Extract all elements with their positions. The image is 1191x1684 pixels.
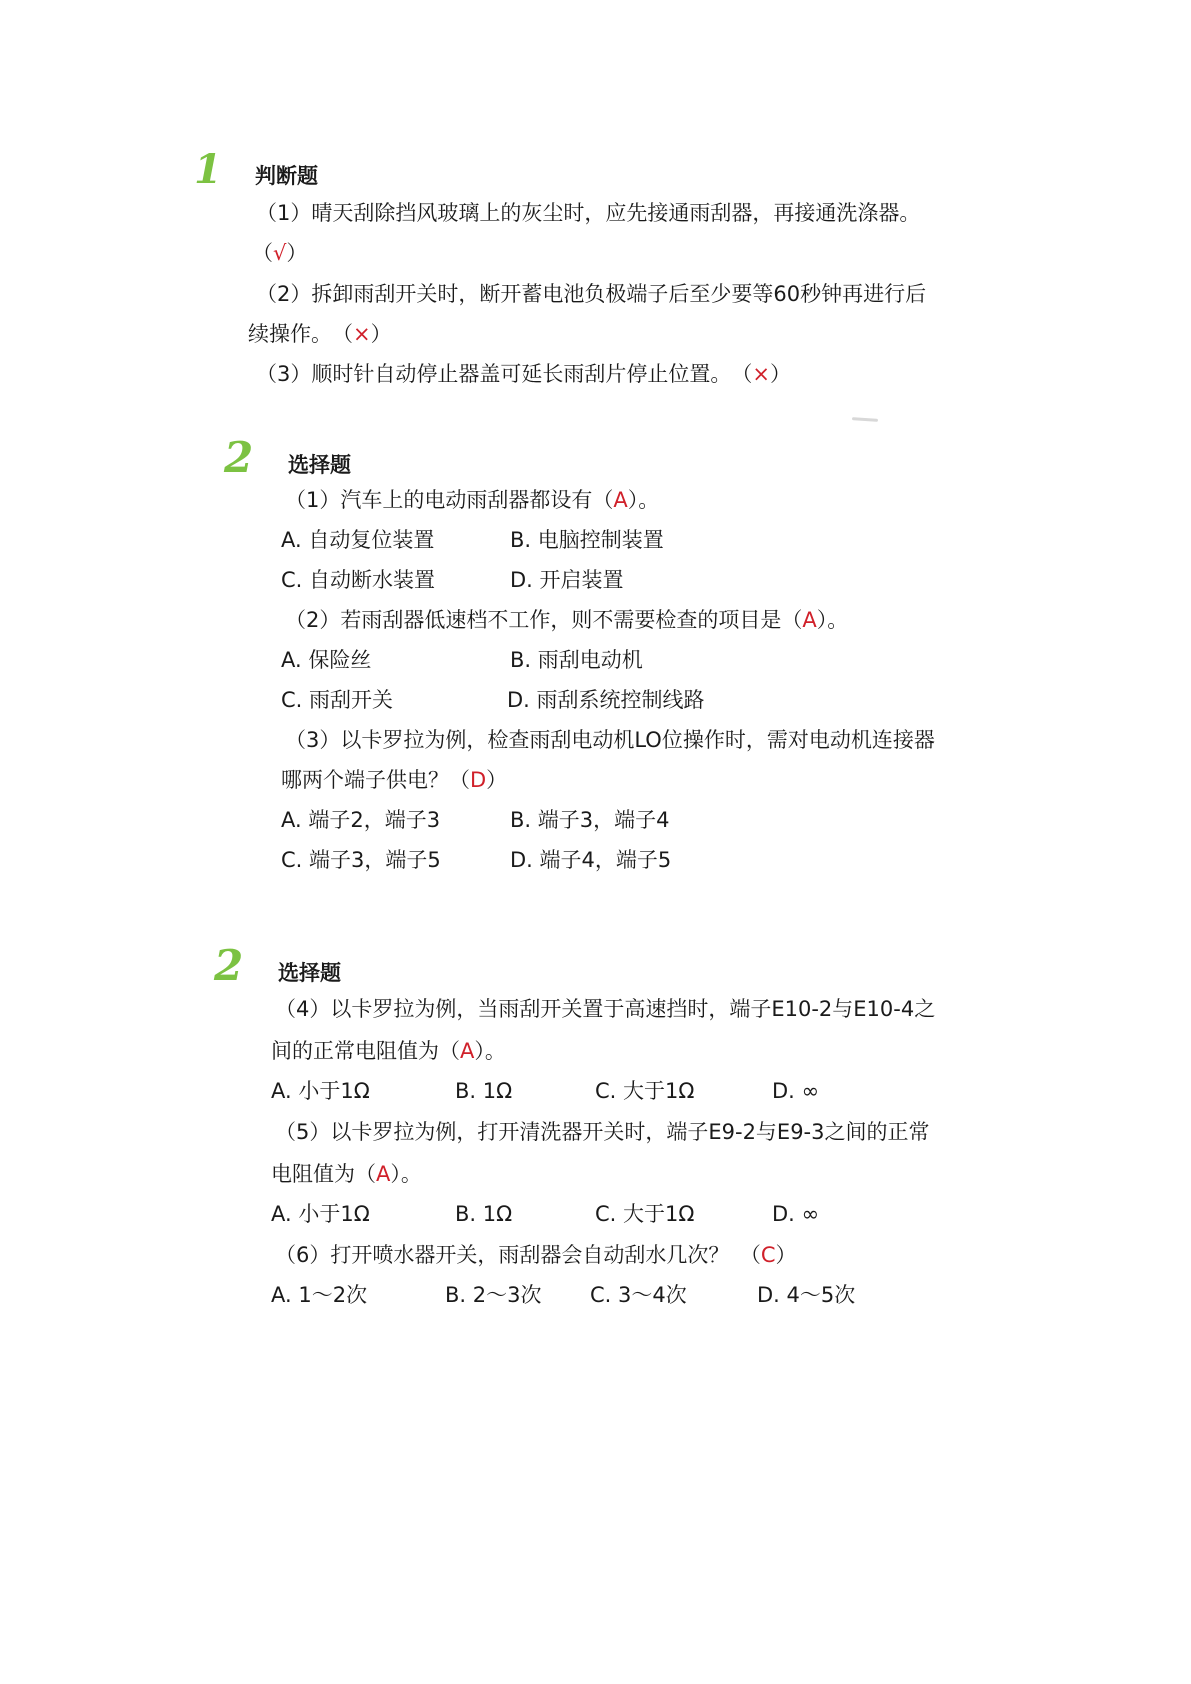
section-number: 1	[194, 146, 222, 193]
question-text: 续操作。 （	[248, 322, 353, 346]
question-1-1-answer	[252, 243, 307, 264]
paren: ）	[769, 362, 791, 386]
question-text: （2）若雨刮器低速档不工作，则不需要检查的项目是（	[285, 608, 803, 632]
section-title: 选择题	[278, 961, 341, 985]
paren: ）。	[390, 1162, 422, 1186]
answer: ×	[353, 322, 371, 346]
question-text: （6）打开喷水器开关，雨刮器会自动刮水几次？ （	[275, 1243, 761, 1267]
option: B. 2～3次	[445, 1283, 542, 1307]
option: C. 大于1Ω	[595, 1079, 695, 1103]
question-text: （2）拆卸雨刮开关时，断开蓄电池负极端子后至少要等60秒钟再进行后	[256, 282, 927, 306]
question-3-6	[275, 1245, 797, 1266]
option: C. 雨刮开关	[281, 688, 394, 712]
option: A. 保险丝	[281, 648, 372, 672]
option: C. 自动断水装置	[281, 568, 436, 592]
answer: √	[273, 241, 287, 265]
question-text: 哪两个端子供电？（	[281, 768, 470, 792]
question-text: 电阻值为（	[271, 1162, 376, 1186]
answer: A	[613, 488, 628, 512]
question-text: （5）以卡罗拉为例，打开清洗器开关时，端子E9-2与E9-3之间的正常	[275, 1120, 930, 1144]
option: D. 端子4，端子5	[510, 848, 672, 872]
option: C. 端子3，端子5	[281, 848, 441, 872]
option: D. ∞	[772, 1079, 820, 1103]
section-title: 判断题	[255, 164, 318, 188]
question-2-2	[285, 610, 848, 631]
question-text: （4）以卡罗拉为例，当雨刮开关置于高速挡时，端子E10-2与E10-4之	[275, 997, 936, 1021]
option: B. 端子3，端子4	[510, 808, 670, 832]
question-text: 间的正常电阻值为（	[271, 1039, 460, 1063]
option: A. 小于1Ω	[271, 1079, 370, 1103]
option: D. 雨刮系统控制线路	[507, 688, 705, 712]
section-number: 2	[214, 941, 244, 990]
option: A. 小于1Ω	[271, 1202, 370, 1226]
question-3-4-cont	[271, 1041, 506, 1062]
question-3-5	[275, 1122, 930, 1143]
option: C. 大于1Ω	[595, 1202, 695, 1226]
option: A. 1～2次	[271, 1283, 368, 1307]
answer: A	[460, 1039, 475, 1063]
question-3-5-cont	[271, 1164, 422, 1185]
option: B. 电脑控制装置	[510, 528, 664, 552]
option: C. 3～4次	[590, 1283, 687, 1307]
answer: ×	[752, 362, 770, 386]
question-3-4	[275, 999, 935, 1020]
question-1-2-cont	[248, 324, 392, 345]
option: D. 开启装置	[510, 568, 624, 592]
option: A. 端子2，端子3	[281, 808, 441, 832]
option: B. 1Ω	[455, 1202, 513, 1226]
question-1-2	[256, 284, 926, 305]
question-2-1	[285, 490, 659, 511]
section-number: 2	[224, 433, 254, 482]
section-title: 选择题	[288, 453, 351, 477]
answer: D	[470, 768, 487, 792]
answer: A	[802, 608, 817, 632]
answer: C	[760, 1243, 776, 1267]
question-2-3-cont	[281, 770, 507, 791]
question-1-1	[256, 203, 920, 224]
question-text: （1）汽车上的电动雨刮器都设有（	[285, 488, 614, 512]
option: B. 1Ω	[455, 1079, 513, 1103]
question-text: （3）以卡罗拉为例，检查雨刮电动机LO位操作时，需对电动机连接器	[285, 728, 935, 752]
option: D. 4～5次	[757, 1283, 856, 1307]
question-text: （1）晴天刮除挡风玻璃上的灰尘时，应先接通雨刮器，再接通洗涤器。	[256, 201, 921, 225]
question-2-3	[285, 730, 935, 751]
option: A. 自动复位装置	[281, 528, 435, 552]
question-text: （3）顺时针自动停止器盖可延长雨刮片停止位置。 （	[256, 362, 753, 386]
paren: ）	[286, 241, 308, 265]
paren: ）	[370, 322, 392, 346]
paren: （	[252, 241, 273, 265]
option: D. ∞	[772, 1202, 820, 1226]
option: B. 雨刮电动机	[510, 648, 643, 672]
paren: ）。	[474, 1039, 506, 1063]
paren: ）。	[816, 608, 849, 632]
question-1-3	[256, 364, 791, 385]
paren: ）	[775, 1243, 797, 1267]
paren: ）	[486, 768, 508, 792]
answer: A	[376, 1162, 391, 1186]
scan-mark	[852, 417, 878, 422]
paren: ）。	[627, 488, 660, 512]
